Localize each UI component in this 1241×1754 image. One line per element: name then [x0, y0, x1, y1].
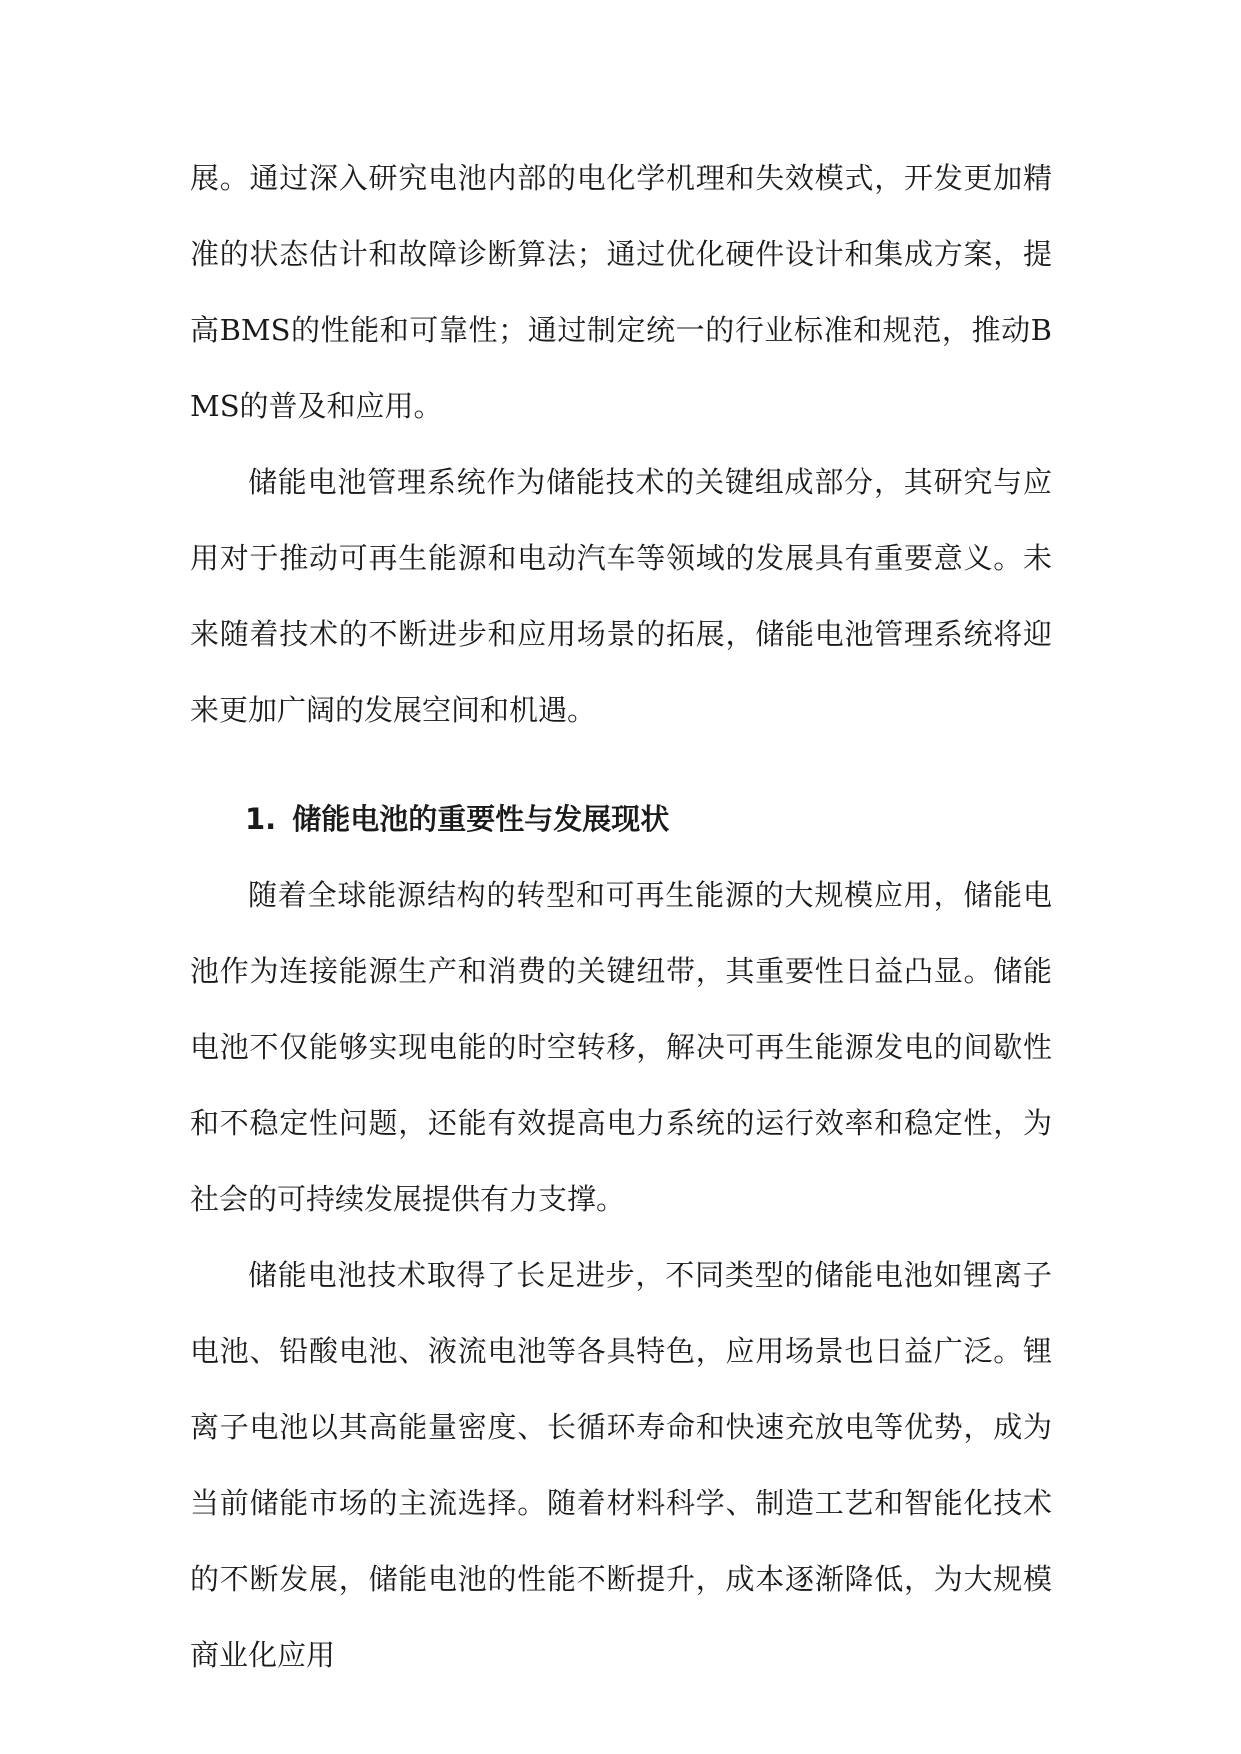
paragraph-importance: 随着全球能源结构的转型和可再生能源的大规模应用，储能电池作为连接能源生产和消费的关键纽带，其重要性日益凸显。储能电池不仅能够实现电能的时空转移，解决可再生能源发电的间歇性和不稳定性问题，还能有效提高电力系统的运行效率和稳定性，为社会的可持续发展提供有力支撑。 [190, 878, 1052, 1216]
section-heading [190, 781, 1052, 857]
paragraph-technology-progress: 储能电池技术取得了长足进步，不同类型的储能电池如锂离子电池、铅酸电池、液流电池等各具特色，应用场景也日益广泛。锂离子电池以其高能量密度、长循环寿命和快速充放电等优势，成为当前储能市场的主流选择。随着材料科学、制造工艺和智能化技术的不断发展，储能电池的性能不断提升，成本逐渐降低，为大规模商业化应用 [190, 1258, 1052, 1672]
section-number: 1. [245, 802, 277, 836]
paragraph-bms-outlook: 展。通过深入研究电池内部的电化学机理和失效模式，开发更加精准的状态估计和故障诊断算法；通过优化硬件设计和集成方案，提高BMS的性能和可靠性；通过制定统一的行业标准和规范，推动BMS的普及和应用。 [190, 161, 1052, 423]
paragraph-bms-significance: 储能电池管理系统作为储能技术的关键组成部分，其研究与应用对于推动可再生能源和电动汽车等领域的发展具有重要意义。未来随着技术的不断进步和应用场景的拓展，储能电池管理系统将迎来更加广阔的发展空间和机遇。 [190, 465, 1052, 727]
document-page [190, 140, 1052, 1693]
section-title: 储能电池的重要性与发展现状 [292, 802, 670, 836]
